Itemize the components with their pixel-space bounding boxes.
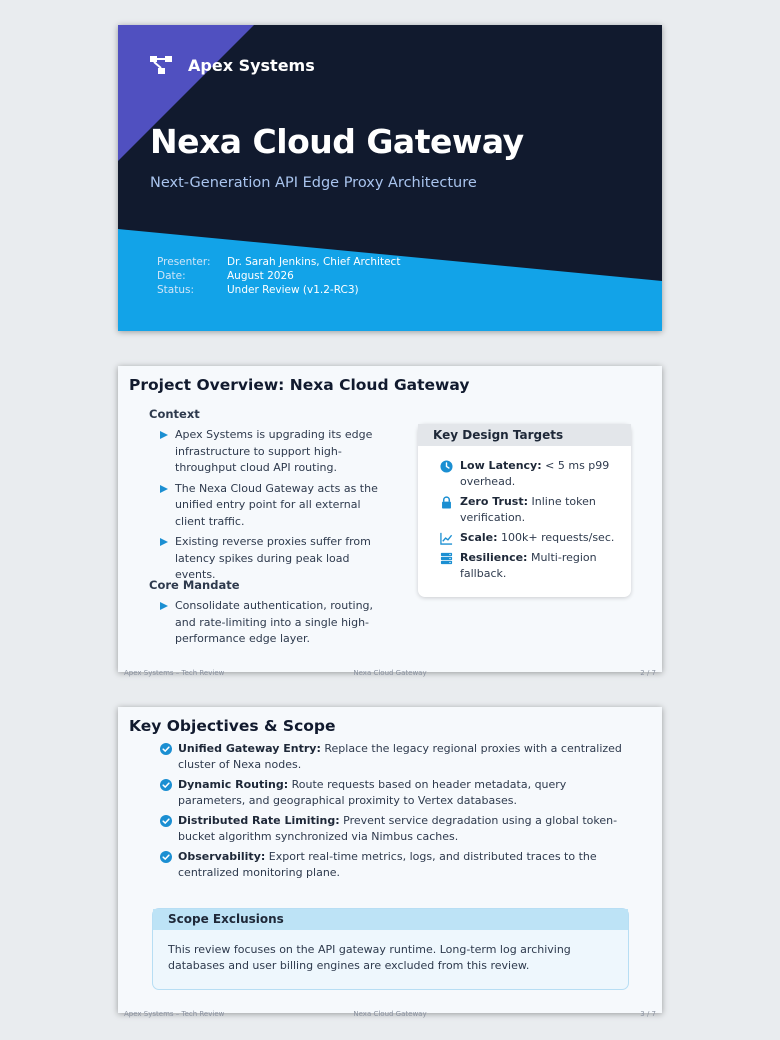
list-item (160, 777, 630, 809)
footer-left: Apex Systems – Tech Review (124, 669, 225, 677)
objective-label: Observability: (178, 850, 266, 863)
meta-value: Dr. Sarah Jenkins, Chief Architect (227, 256, 401, 268)
context-heading: Context (149, 407, 200, 421)
lock-icon (440, 496, 453, 509)
meta-key: Presenter: (157, 256, 211, 268)
list-item: Consolidate authentication, routing, and rate-limiting into a single high-performance edge layer. (160, 598, 380, 648)
clock-icon (440, 460, 453, 473)
chart-line-icon (440, 532, 453, 545)
target-text: 100k+ requests/sec. (501, 531, 615, 544)
footer-left: Apex Systems – Tech Review (124, 1010, 225, 1018)
target-item-scale (440, 530, 621, 546)
mandate-list (160, 598, 380, 652)
target-label: Resilience: (460, 551, 528, 564)
objective-label: Distributed Rate Limiting: (178, 814, 340, 827)
mandate-heading: Core Mandate (149, 578, 240, 592)
title-slide (118, 25, 662, 331)
check-circle-icon (160, 851, 172, 863)
meta-presenter (157, 255, 400, 269)
page-number: 3 / 7 (640, 1010, 656, 1018)
check-circle-icon (160, 815, 172, 827)
list-item: Existing reverse proxies suffer from latency spikes during peak load events. (160, 534, 380, 584)
footer-center: Nexa Cloud Gateway (353, 1010, 427, 1018)
network-logo-icon (149, 55, 173, 75)
meta-key: Date: (157, 270, 186, 282)
objectives-list (160, 741, 630, 885)
target-text: Inline token verification. (460, 495, 596, 524)
objective-text: Export real-time metrics, logs, and distributed traces to the centralized monitoring plane. (178, 850, 597, 879)
target-item-resilience (440, 550, 621, 582)
brand-name: Apex Systems (188, 56, 315, 75)
objective-text: Replace the legacy regional proxies with a centralized cluster of Nexa nodes. (178, 742, 622, 771)
meta-value: Under Review (v1.2-RC3) (227, 284, 359, 296)
objective-text: Prevent service degradation using a global token-bucket algorithm synchronized via Nimbus caches. (178, 814, 618, 843)
meta-key: Status: (157, 284, 194, 296)
check-circle-icon (160, 743, 172, 755)
design-targets-heading: Key Design Targets (418, 424, 631, 446)
list-item: Apex Systems is upgrading its edge infrastructure to support high-throughput cloud API routing. (160, 427, 380, 477)
scope-exclusions-text: This review focuses on the API gateway runtime. Long-term log archiving databases and user billing engines are excluded from this review. (168, 943, 571, 972)
slide-title: Key Objectives & Scope (129, 717, 336, 735)
list-item (160, 741, 630, 773)
context-list (160, 427, 380, 588)
objective-text: Route requests based on header metadata, query parameters, and geographical proximity to Vertex databases. (178, 778, 567, 807)
scope-exclusions-heading: Scope Exclusions (153, 909, 628, 930)
target-text: < 5 ms p99 overhead. (460, 459, 610, 488)
meta-date (157, 269, 400, 283)
list-item (160, 813, 630, 845)
target-text: Multi-region fallback. (460, 551, 597, 580)
server-icon (440, 552, 453, 565)
footer-center: Nexa Cloud Gateway (353, 669, 427, 677)
list-item (160, 849, 630, 881)
overview-slide (118, 366, 662, 677)
scope-exclusions-box (152, 908, 629, 990)
presentation-subtitle: Next-Generation API Edge Proxy Architecture (150, 175, 477, 191)
objectives-slide (118, 707, 662, 1018)
design-targets-box (418, 424, 631, 597)
target-label: Zero Trust: (460, 495, 529, 508)
objective-label: Unified Gateway Entry: (178, 742, 321, 755)
meta-value: August 2026 (227, 270, 294, 282)
presentation-title: Nexa Cloud Gateway (150, 122, 524, 161)
slide-title: Project Overview: Nexa Cloud Gateway (129, 376, 470, 394)
target-label: Scale: (460, 531, 498, 544)
list-item: The Nexa Cloud Gateway acts as the unified entry point for all external client traffic. (160, 481, 380, 531)
presentation-meta (157, 255, 400, 297)
page-number: 2 / 7 (640, 669, 656, 677)
meta-status (157, 283, 400, 297)
target-item-zero-trust (440, 494, 621, 526)
target-item-latency (440, 458, 621, 490)
objective-label: Dynamic Routing: (178, 778, 289, 791)
target-label: Low Latency: (460, 459, 542, 472)
check-circle-icon (160, 779, 172, 791)
